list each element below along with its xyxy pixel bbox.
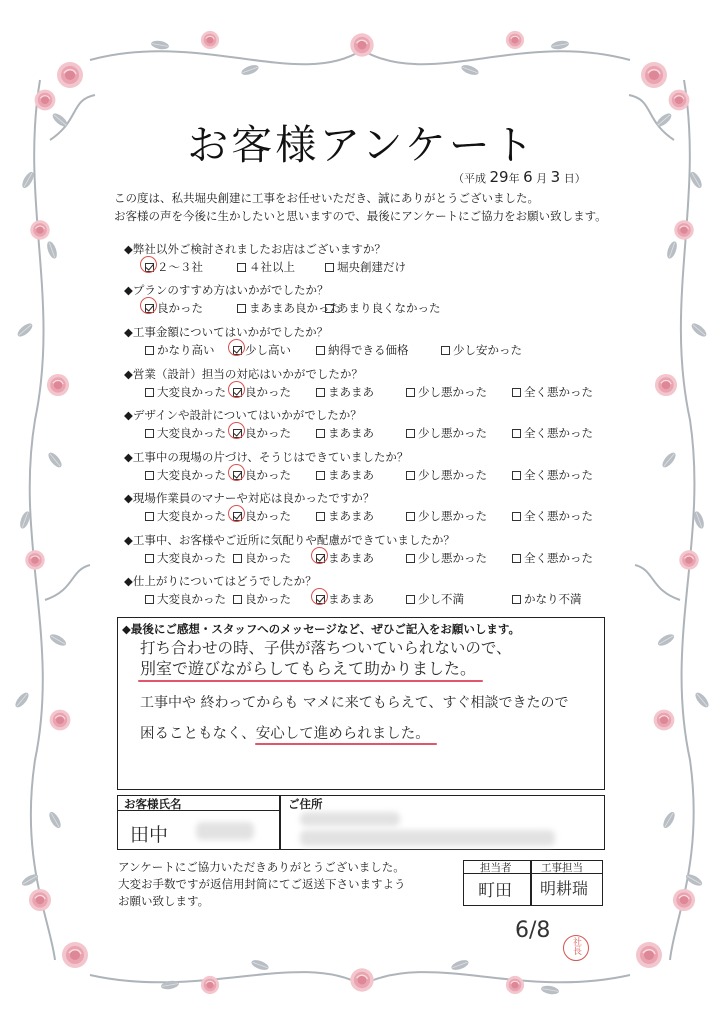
option-label: 少し悪かった	[418, 468, 487, 482]
selection-circle	[228, 464, 245, 481]
question-6-option-5[interactable]	[512, 467, 593, 483]
checkbox-unchecked[interactable]	[325, 263, 334, 272]
question-9-option-2[interactable]	[233, 591, 291, 607]
selection-circle	[228, 505, 245, 522]
option-label: 全く悪かった	[524, 551, 593, 565]
selection-circle	[311, 547, 328, 564]
selection-circle	[228, 381, 245, 398]
question-1-text: ◆弊社以外ご検討されましたお店はございますか？	[124, 242, 386, 256]
page-title: お客様アンケート	[187, 121, 537, 169]
comment-line-4: 困ることもなく、安心して進められました。	[140, 726, 430, 742]
option-label: まあまあ	[328, 551, 374, 565]
option-label: まあまあ	[328, 426, 374, 440]
comment-line-2: 別室で遊びながらしてもらえて助かりました。	[140, 659, 477, 678]
thanks-line-3: お願い致します。	[118, 894, 210, 908]
option-label: 良かった	[245, 509, 291, 523]
question-7-option-4[interactable]	[406, 508, 487, 524]
checkbox-unchecked[interactable]	[316, 429, 325, 438]
option-label: かなり高い	[157, 343, 215, 357]
option-label: 良かった	[245, 592, 291, 606]
checkbox-unchecked[interactable]	[512, 595, 521, 604]
checkbox-unchecked[interactable]	[512, 554, 521, 563]
option-label: 堀央創建だけ	[337, 260, 406, 274]
question-7-option-3[interactable]	[316, 508, 374, 524]
option-label: かなり不満	[524, 592, 582, 606]
checkbox-unchecked[interactable]	[406, 471, 415, 480]
date-era: 平成	[464, 172, 486, 185]
question-5-option-5[interactable]	[512, 425, 593, 441]
checkbox-unchecked[interactable]	[145, 554, 154, 563]
question-1-option-2[interactable]	[237, 259, 295, 275]
option-label: 少し悪かった	[418, 385, 487, 399]
checkbox-unchecked[interactable]	[316, 346, 325, 355]
option-label: 少し高い	[245, 343, 291, 357]
option-label: 全く悪かった	[524, 385, 593, 399]
checkbox-unchecked[interactable]	[406, 554, 415, 563]
selection-circle	[140, 256, 157, 273]
staff-label: 担当者	[480, 862, 512, 874]
option-label: まあまあ	[328, 468, 374, 482]
checkbox-unchecked[interactable]	[233, 554, 242, 563]
received-date: 6/8	[515, 918, 551, 943]
construction-staff-value: 明耕瑞	[540, 879, 589, 898]
checkbox-unchecked[interactable]	[316, 388, 325, 397]
question-7-text: ◆現場作業員のマナーや対応は良かったですか？	[124, 491, 375, 505]
question-4-option-4[interactable]	[406, 384, 487, 400]
checkbox-unchecked[interactable]	[145, 346, 154, 355]
option-label: 納得できる価格	[328, 343, 409, 357]
customer-address-label: ご住所	[288, 797, 323, 811]
option-label: ４社以上	[249, 260, 295, 274]
checkbox-unchecked[interactable]	[512, 388, 521, 397]
selection-circle	[228, 339, 245, 356]
question-3-text: ◆工事金額についてはいかがでしたか？	[124, 325, 329, 339]
selection-circle	[140, 297, 157, 314]
question-8-option-4[interactable]	[406, 550, 487, 566]
intro-line-2: お客様の声を今後に生かしたいと思いますので、最後にアンケートにご協力をお願い致します。	[114, 209, 607, 223]
question-3-option-3[interactable]	[316, 342, 409, 358]
question-5-option-1[interactable]	[145, 425, 226, 441]
customer-name-value: 田中	[130, 824, 169, 846]
comment-line-3: 工事中や 終わってからも マメに来てもらえて、すぐ相談できたので	[140, 695, 569, 711]
date-year-unit: 年	[508, 172, 520, 185]
question-8-option-2[interactable]	[233, 550, 291, 566]
question-4-option-1[interactable]	[145, 384, 226, 400]
checkbox-unchecked[interactable]	[316, 512, 325, 521]
option-label: まあまあ	[328, 592, 374, 606]
intro-line-1: この度は、私共堀央創建に工事をお任せいただき、誠にありがとうございました。	[114, 191, 540, 205]
thanks-line-1: アンケートにご協力いただきありがとうございました。	[118, 860, 405, 874]
checkbox-unchecked[interactable]	[145, 595, 154, 604]
checkbox-unchecked[interactable]	[441, 346, 450, 355]
comment-underline-1	[138, 680, 483, 682]
option-label: 全く悪かった	[524, 468, 593, 482]
comment-underline-2	[255, 743, 437, 745]
option-label: 大変良かった	[157, 426, 226, 440]
checkbox-unchecked[interactable]	[145, 388, 154, 397]
question-3-option-1[interactable]	[145, 342, 215, 358]
question-6-option-3[interactable]	[316, 467, 374, 483]
checkbox-unchecked[interactable]	[512, 471, 521, 480]
question-8-text: ◆工事中、お客様やご近所に気配りや配慮ができていましたか？	[124, 533, 455, 547]
option-label: 良かった	[245, 426, 291, 440]
date-day: 3	[550, 168, 561, 186]
selection-circle	[228, 422, 245, 439]
question-8-option-1[interactable]	[145, 550, 226, 566]
redacted-name	[196, 822, 254, 840]
option-label: まあまあ	[328, 385, 374, 399]
customer-name-label: お客様氏名	[124, 797, 182, 811]
question-9-text: ◆仕上がりについてはどうでしたか？	[124, 574, 317, 588]
checkbox-unchecked[interactable]	[512, 429, 521, 438]
question-6-option-4[interactable]	[406, 467, 487, 483]
option-label: あまり良くなかった	[337, 301, 441, 315]
comment-line-1: 打ち合わせの時、子供が落ちついていられないので、	[140, 639, 512, 657]
question-8-option-5[interactable]	[512, 550, 593, 566]
checkbox-unchecked[interactable]	[145, 512, 154, 521]
checkbox-unchecked[interactable]	[145, 471, 154, 480]
checkbox-unchecked[interactable]	[406, 429, 415, 438]
checkbox-unchecked[interactable]	[316, 471, 325, 480]
question-6-option-1[interactable]	[145, 467, 226, 483]
checkbox-unchecked[interactable]	[325, 304, 334, 313]
option-label: 大変良かった	[157, 551, 226, 565]
question-5-option-3[interactable]	[316, 425, 374, 441]
checkbox-unchecked[interactable]	[512, 512, 521, 521]
checkbox-unchecked[interactable]	[406, 512, 415, 521]
option-label: まあまあ	[328, 509, 374, 523]
redacted-address	[300, 830, 555, 846]
question-1-option-3[interactable]	[325, 259, 406, 275]
checkbox-unchecked[interactable]	[406, 388, 415, 397]
option-label: 良かった	[245, 551, 291, 565]
president-stamp	[563, 935, 589, 961]
stamp-text: 社長	[571, 937, 581, 955]
question-3-option-4[interactable]	[441, 342, 522, 358]
option-label: 全く悪かった	[524, 426, 593, 440]
option-label: 大変良かった	[157, 592, 226, 606]
construction-staff-label: 工事担当	[541, 862, 583, 874]
option-label: 大変良かった	[157, 468, 226, 482]
question-5-text: ◆デザインや設計についてはいかがでしたか？	[124, 408, 362, 422]
option-label: 良かった	[245, 385, 291, 399]
thanks-line-2: 大変お手数ですが返信用封筒にてご返送下さいますよう	[118, 877, 406, 891]
option-label: 大変良かった	[157, 385, 226, 399]
question-2-text: ◆プランのすすめ方はいかがでしたか？	[124, 283, 329, 297]
survey-date: （平成 29年 6 月 3 日）	[453, 168, 586, 186]
redacted-postal	[300, 812, 400, 826]
option-label: 良かった	[245, 468, 291, 482]
date-month: 6	[523, 168, 533, 186]
comment-heading: ◆最後にご感想・スタッフへのメッセージなど、ぜひご記入をお願いします。	[122, 622, 520, 636]
option-label: 全く悪かった	[524, 509, 593, 523]
option-label: ２～３社	[157, 260, 203, 274]
question-7-option-5[interactable]	[512, 508, 593, 524]
option-label: 大変良かった	[157, 509, 226, 523]
option-label: 良かった	[157, 301, 203, 315]
date-day-unit: 日	[563, 172, 575, 185]
option-label: 少し悪かった	[418, 509, 487, 523]
date-month-unit: 月	[536, 172, 548, 185]
option-label: 少し悪かった	[418, 426, 487, 440]
option-label: 少し不満	[418, 592, 464, 606]
question-9-option-4[interactable]	[406, 591, 464, 607]
question-9-option-1[interactable]	[145, 591, 226, 607]
checkbox-unchecked[interactable]	[237, 304, 246, 313]
staff-value: 町田	[478, 881, 512, 901]
option-label: 少し悪かった	[418, 551, 487, 565]
question-7-option-1[interactable]	[145, 508, 226, 524]
option-label: 少し安かった	[453, 343, 522, 357]
question-9-option-5[interactable]	[512, 591, 582, 607]
checkbox-unchecked[interactable]	[233, 595, 242, 604]
question-5-option-4[interactable]	[406, 425, 487, 441]
question-2-option-3[interactable]	[325, 300, 441, 316]
option-label: まあまあ良かった	[249, 301, 341, 315]
question-4-option-5[interactable]	[512, 384, 593, 400]
question-4-text: ◆営業（設計）担当の対応はいかがでしたか？	[124, 367, 363, 381]
date-year: 29	[489, 168, 509, 186]
checkbox-unchecked[interactable]	[406, 595, 415, 604]
selection-circle	[311, 588, 328, 605]
checkbox-unchecked[interactable]	[237, 263, 246, 272]
question-6-text: ◆工事中の現場の片づけ、そうじはできていましたか？	[124, 450, 409, 464]
question-4-option-3[interactable]	[316, 384, 374, 400]
checkbox-unchecked[interactable]	[145, 429, 154, 438]
